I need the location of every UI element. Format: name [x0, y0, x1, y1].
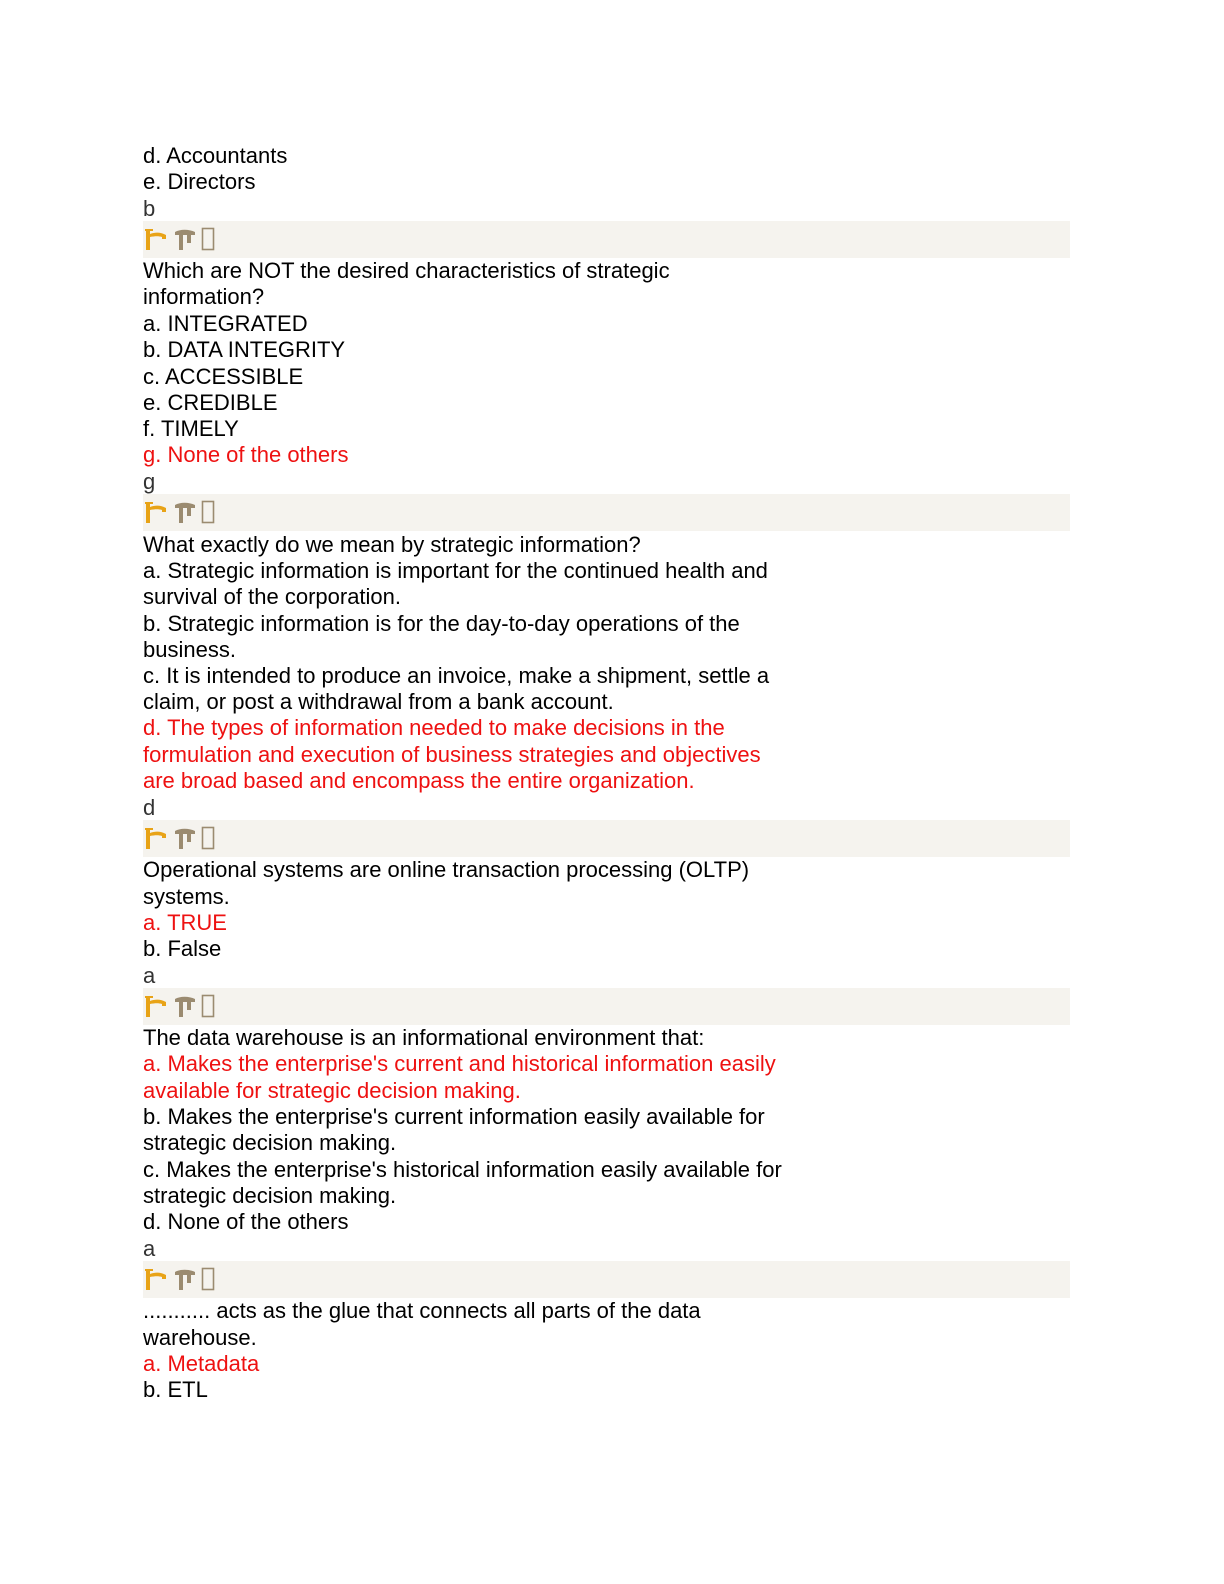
answer-line: g [143, 469, 156, 494]
question-text: Which are NOT the desired characteristics of strategic [143, 258, 670, 283]
option-line: b. Makes the enterprise's current information easily available for [143, 1104, 765, 1129]
hanging-lamp-icon [172, 825, 198, 851]
hanging-lamp-icon [143, 1266, 169, 1292]
hanging-lamp-icon [143, 993, 169, 1019]
question-text: warehouse. [143, 1325, 257, 1350]
option-line: b. Strategic information is for the day-to-day operations of the [143, 611, 740, 636]
option-line: c. ACCESSIBLE [143, 364, 304, 389]
hanging-lamp-icon [172, 226, 198, 252]
box-outline-icon [201, 226, 215, 252]
box-outline-icon [201, 825, 215, 851]
option-line: survival of the corporation. [143, 584, 402, 609]
option-line: d. None of the others [143, 1209, 349, 1234]
correct-option-line: d. The types of information needed to make decisions in the [143, 715, 725, 740]
answer-line: a [143, 963, 156, 988]
question-text: information? [143, 284, 265, 309]
box-outline-icon [201, 1266, 215, 1292]
correct-option-line: g. None of the others [143, 442, 349, 467]
option-line: a. Strategic information is important for the continued health and [143, 558, 768, 583]
question-text: The data warehouse is an informational environment that: [143, 1025, 705, 1050]
option-line: e. CREDIBLE [143, 390, 278, 415]
correct-option-line: a. Metadata [143, 1351, 260, 1376]
option-line: claim, or post a withdrawal from a bank account. [143, 689, 614, 714]
hanging-lamp-icon [172, 993, 198, 1019]
correct-option-line: a. TRUE [143, 910, 227, 935]
option-line: b. ETL [143, 1377, 208, 1402]
option-line: c. It is intended to produce an invoice, make a shipment, settle a [143, 663, 770, 688]
question-text: systems. [143, 884, 230, 909]
box-outline-icon [201, 993, 215, 1019]
option-line: c. Makes the enterprise's historical information easily available for [143, 1157, 782, 1182]
hanging-lamp-icon [143, 226, 169, 252]
answer-line: d [143, 795, 156, 820]
correct-option-line: a. Makes the enterprise's current and historical information easily [143, 1051, 776, 1076]
correct-option-line: formulation and execution of business strategies and objectives [143, 742, 761, 767]
option-line: a. INTEGRATED [143, 311, 308, 336]
separator-bar [143, 988, 1070, 1025]
question-text: ........... acts as the glue that connects all parts of the data [143, 1298, 701, 1323]
question-text: What exactly do we mean by strategic information? [143, 532, 641, 557]
option-line: strategic decision making. [143, 1183, 397, 1208]
separator-bar [143, 1261, 1070, 1298]
option-line: d. Accountants [143, 143, 288, 168]
correct-option-line: are broad based and encompass the entire organization. [143, 768, 695, 793]
hanging-lamp-icon [143, 825, 169, 851]
separator-bar [143, 820, 1070, 857]
separator-bar [143, 494, 1070, 531]
option-line: f. TIMELY [143, 416, 239, 441]
hanging-lamp-icon [172, 1266, 198, 1292]
question-text: Operational systems are online transaction processing (OLTP) [143, 857, 750, 882]
option-line: business. [143, 637, 236, 662]
correct-option-line: available for strategic decision making. [143, 1078, 521, 1103]
option-line: e. Directors [143, 169, 256, 194]
option-line: b. DATA INTEGRITY [143, 337, 346, 362]
answer-line: a [143, 1236, 156, 1261]
hanging-lamp-icon [172, 499, 198, 525]
box-outline-icon [201, 499, 215, 525]
answer-line: b [143, 196, 156, 221]
separator-bar [143, 221, 1070, 258]
option-line: strategic decision making. [143, 1130, 397, 1155]
hanging-lamp-icon [143, 499, 169, 525]
option-line: b. False [143, 936, 222, 961]
